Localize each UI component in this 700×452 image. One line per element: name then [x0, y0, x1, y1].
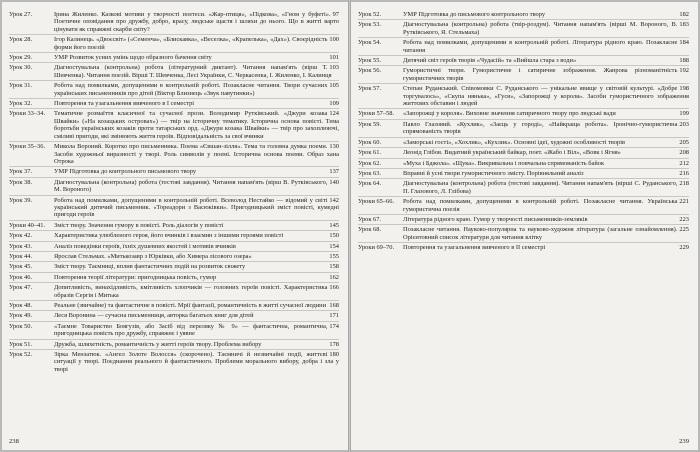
toc-row [358, 38, 689, 56]
toc-row [9, 142, 339, 167]
toc-row [358, 215, 689, 225]
toc-row [9, 10, 339, 35]
toc-row [358, 179, 689, 197]
toc-row [9, 311, 339, 321]
page-reference: 142 [329, 196, 339, 204]
lesson-topic-cell [52, 82, 339, 97]
lesson-topic: «Заморські гості», «Хохлик», «Кухлик». Основні ідеї, художні особливості творів [403, 138, 626, 146]
toc-row [9, 221, 339, 231]
toc-row [9, 340, 339, 350]
page-reference: 124 [329, 110, 339, 118]
page-reference: 182 [679, 11, 689, 18]
lesson-topic: Степан Руданський. Співомовки С. Руданського — унікальне явище у світовій культурі. «Добре торгувалось», «Скупа нянька», «Гуси», «Запорожці у короля». Засоби гумористичного зображення життєвих обставин і людей [403, 85, 689, 108]
lesson-number: Уроки 69–70. [358, 244, 395, 252]
page-reference: 103 [329, 64, 339, 72]
page-reference: 100 [329, 36, 339, 44]
toc-row [358, 197, 689, 215]
right-page [351, 2, 698, 450]
lesson-topic: Аналіз поведінки героїв, їхніх душевних якостей і мотивів вчинків [54, 242, 236, 250]
lesson-topic-cell [401, 57, 689, 64]
lesson-topic-cell [401, 244, 689, 251]
page-reference: 97 [332, 11, 339, 18]
lesson-topic: Дитячий світ героїв творів «Чудасій» та «Вийшла стара з води» [403, 57, 577, 65]
lesson-topic-cell [52, 274, 339, 281]
page-reference: 140 [329, 178, 339, 186]
toc-row [358, 138, 689, 148]
lesson-topic-cell [52, 323, 339, 338]
lesson-number: Урок 43. [9, 242, 33, 250]
lesson-number: Уроки 57–58. [358, 110, 395, 118]
lesson-number: Урок 61. [358, 149, 382, 157]
lesson-topic: Леонід Глібов. Видатний український байкар, поет. «Жабо і Віл», «Вовк і Ягня» [403, 149, 621, 157]
lesson-topic-cell [52, 168, 339, 175]
page-reference: 101 [329, 54, 339, 62]
lesson-topic-cell [401, 39, 689, 54]
lesson-number: Уроки 65–66. [358, 198, 395, 206]
lesson-topic: Література рідного краю. Гумор у творчості письменників-земляків [403, 215, 588, 223]
page-reference: 168 [329, 302, 339, 309]
page-reference: 208 [679, 149, 689, 157]
lesson-topic: Характеристика улюбленого героя, його вчинків і взаємин з іншими героями повісті [54, 232, 284, 240]
page-reference: 184 [679, 39, 689, 47]
lesson-number: Урок 44. [9, 252, 33, 260]
toc-row [9, 178, 339, 196]
lesson-topic: УМР Підготовка до контрольного письмового твору [54, 168, 197, 176]
toc-row [9, 196, 339, 221]
page-reference: 218 [679, 180, 689, 188]
page-reference: 158 [329, 263, 339, 271]
toc-row [9, 99, 339, 109]
lesson-topic-cell [52, 11, 339, 33]
page-reference: 174 [329, 322, 339, 330]
lesson-number: Урок 27. [9, 11, 33, 18]
lesson-number: Уроки 35–36. [9, 143, 46, 151]
toc-row [9, 252, 339, 262]
lesson-number: Урок 62. [358, 159, 382, 167]
toc-table-left [9, 10, 339, 374]
lesson-number: Урок 47. [9, 284, 33, 292]
lesson-topic-cell [52, 243, 339, 250]
lesson-number: Урок 67. [358, 215, 382, 223]
page-reference: 130 [329, 143, 339, 151]
lesson-topic: Гумористичні твори. Гумористичне і сатиричне зображення. Жанрова різноманітність гумористичних творів [403, 67, 678, 82]
page-reference: 221 [679, 198, 689, 206]
page-reference: 105 [329, 82, 339, 90]
lesson-number: Урок 37. [9, 168, 33, 176]
lesson-number: Урок 46. [9, 273, 33, 281]
lesson-number: Урок 64. [358, 180, 382, 188]
toc-row [9, 167, 339, 177]
lesson-topic-cell [52, 110, 339, 140]
page-reference: 145 [329, 221, 339, 229]
page-reference: 162 [329, 273, 339, 281]
lesson-number: Уроки 40–41. [9, 221, 46, 229]
lesson-topic-cell [401, 226, 689, 241]
lesson-topic-cell [52, 232, 339, 239]
lesson-number: Урок 54. [358, 39, 382, 47]
lesson-topic-cell [52, 36, 339, 51]
page-reference: 178 [329, 340, 339, 348]
lesson-number: Урок 38. [9, 178, 33, 186]
toc-row [358, 20, 689, 38]
lesson-number: Урок 39. [9, 196, 33, 204]
lesson-number: Урок 32. [9, 100, 33, 108]
lesson-topic: Робота над помилками, допущеними в контрольній роботі. Всеволод Нестайко — відомий у світі український дитячий письменник. «Тореадори з Васюківки». Пригодницький зміст повісті, кумедні пригоди героїв [54, 196, 339, 219]
lesson-topic-cell [401, 21, 689, 36]
toc-row [9, 262, 339, 272]
toc-row [9, 301, 339, 311]
lesson-topic-cell [52, 179, 339, 194]
toc-row [9, 109, 339, 142]
lesson-number: Урок 52. [9, 351, 33, 359]
lesson-topic: Леся Воронина — сучасна письменниця, авторка багатьох книг для дітей [54, 312, 254, 320]
page-reference: 150 [329, 232, 339, 240]
lesson-number: Урок 49. [9, 312, 33, 320]
lesson-number: Урок 63. [358, 169, 382, 177]
lesson-number: Урок 48. [9, 302, 33, 309]
lesson-topic-cell [401, 160, 689, 167]
toc-row [358, 120, 689, 138]
lesson-topic-cell [52, 64, 339, 79]
toc-row [358, 169, 689, 179]
lesson-topic: Повторення та узагальнення вивченого в ІІ семестрі [403, 244, 546, 252]
lesson-topic-cell [52, 341, 339, 348]
page-reference: 229 [679, 244, 689, 252]
lesson-topic: Павло Глазовий. «Кухлик», «Заєць у городі», «Найкраща робота». Іронічно-гумористична спрямованість творів [403, 120, 678, 136]
lesson-topic: Вправні й усні твори гумористичного змісту. Порівняльний аналіз [403, 169, 584, 177]
toc-row [358, 84, 689, 109]
lesson-topic-cell [52, 312, 339, 319]
lesson-number: Урок 45. [9, 263, 33, 271]
lesson-topic: Робота над помилками, допущеними в контрольній роботі. Література рідного краю. Позакласне читання [403, 39, 678, 54]
toc-row [9, 283, 339, 301]
page-reference: 216 [679, 169, 689, 177]
lesson-topic-cell [401, 85, 689, 107]
toc-row [9, 273, 339, 283]
lesson-topic-cell [401, 170, 689, 177]
page-reference: 171 [329, 312, 339, 320]
lesson-topic: Реальне (звичайне) та фантастичне в повісті. Мрії фантазії, романтичність в житті сучасної людини [54, 302, 327, 309]
lesson-topic-cell [401, 11, 689, 18]
page-reference: 109 [329, 100, 339, 108]
page-reference: 155 [329, 252, 339, 260]
lesson-topic: Діагностувальна (контрольна) робота (тестові завдання). Читання напам'ять (вірші С. Руданського, П. Глазового, Л. Глібова) [403, 180, 678, 195]
lesson-topic-cell [401, 67, 689, 82]
lesson-topic: Позакласне читання. Науково-популярна та науково-художня література (загальне ознайомлення). Орієнтовний список літератури для читання влітку [403, 226, 678, 241]
lesson-topic-cell [52, 222, 339, 229]
lesson-topic: «Таємне Товариство Боягузів, або Засіб від переляку № 9» — фантастична, романтична, пригодницька повість про дружбу, справжнє і уявне [54, 322, 328, 338]
lesson-topic: Зірка Мензатюк. «Ангел Золоте Волосся» (скорочено). Таємничі й незвичайні події, життєві ситуації у творі. Поєднання реального й фантастичного. Проблеми морального вибору, добра і зла у творі [54, 351, 339, 373]
toc-row [358, 66, 689, 84]
lesson-number: Урок 28. [9, 36, 33, 44]
lesson-number: Урок 57. [358, 85, 382, 93]
page-reference: 203 [679, 120, 689, 128]
toc-row [9, 322, 339, 340]
lesson-number: Урок 53. [358, 21, 382, 29]
lesson-topic-cell [52, 263, 339, 270]
lesson-topic: Робота над помилками, допущеними в контрольній роботі. Позакласне читання. Твори сучасних українських письменників про дітей (Віктор Близнець «Звук павутинки») [54, 82, 328, 97]
lesson-topic: «Муха і Бджола». «Щука». Викривальна і повчальна спрямованість байок [403, 159, 605, 167]
lesson-number: Урок 52. [358, 11, 382, 18]
lesson-topic-cell [401, 216, 689, 223]
toc-row [9, 81, 339, 99]
page-reference: 188 [679, 57, 689, 65]
lesson-topic: Діагностувальна (контрольна) робота (тестові завдання). Читання напам'ять (вірш В. Рутківського, М. Вороного) [54, 178, 328, 194]
lesson-topic: Діагностувальна (контрольна) робота (літературний диктант). Читання напам'ять (вірш Т. Шевченка). Читання поезій. Вірші Т. Шевченка, Лесі Українки, С. Черкасенка, І. Жиленко, І. Калинця [54, 64, 332, 79]
toc-row [358, 225, 689, 243]
lesson-number: Урок 51. [9, 340, 33, 348]
page-reference: 205 [679, 138, 689, 146]
lesson-number: Урок 60. [358, 138, 382, 146]
left-page [2, 2, 348, 450]
page-reference: 166 [329, 284, 339, 292]
toc-row [9, 350, 339, 374]
lesson-topic-cell [52, 54, 339, 61]
lesson-number: Урок 42. [9, 232, 33, 240]
page-number-right: 239 [679, 438, 689, 445]
lesson-number: Урок 50. [9, 322, 33, 330]
lesson-topic-cell [401, 180, 689, 195]
lesson-topic-cell [401, 149, 689, 156]
toc-row [358, 10, 689, 20]
lesson-topic: Діагностувальна (контрольна) робота (твір-роздум). Читання напам'ять (вірші М. Вороного, В. Рутківського, Я. Стельмаха) [403, 21, 678, 36]
toc-row [9, 63, 339, 81]
lesson-topic: Робота над помилками, допущеними в контрольній роботі. Позакласне читання. Українська гумористична поезія [403, 198, 678, 213]
lesson-number: Урок 31. [9, 82, 33, 90]
toc-row [358, 109, 689, 119]
lesson-topic: Ігор Калинець. «Двоєсвіт» («Семенча», «Блискавка», «Веселка», «Крапелька», «Дах»). Своєрідність форми його поезій [54, 36, 328, 51]
lesson-topic: Повторення теорії літератури: пригодницька повість, гумор [54, 273, 217, 281]
page-reference: 154 [329, 242, 339, 250]
toc-table-right [358, 10, 689, 253]
lesson-topic: УМР Підготовка до письмового контрольного твору [403, 11, 546, 18]
page-reference: 212 [679, 159, 689, 167]
page-reference: 137 [329, 168, 339, 176]
lesson-number: Уроки 33–34. [9, 110, 46, 118]
lesson-number: Урок 59. [358, 120, 382, 128]
lesson-number: Урок 30. [9, 64, 33, 72]
page-reference: 192 [679, 67, 689, 75]
lesson-topic-cell [401, 198, 689, 213]
lesson-number: Урок 29. [9, 54, 33, 62]
lesson-number: Урок 68. [358, 226, 382, 234]
toc-row [9, 53, 339, 63]
toc-row [9, 242, 339, 252]
page-reference: 225 [679, 226, 689, 234]
toc-row [9, 35, 339, 53]
toc-row [358, 243, 689, 252]
lesson-topic-cell [52, 351, 339, 373]
lesson-topic-cell [401, 139, 689, 146]
page-reference: 183 [679, 21, 689, 29]
lesson-topic: Дружба, шляхетність, романтичність у житті героїв твору. Проблема вибору [54, 340, 262, 348]
toc-row [358, 159, 689, 169]
lesson-topic: «Запорожці у короля». Виховне значення сатиричного твору про людські вади [403, 110, 616, 118]
toc-row [358, 148, 689, 158]
lesson-topic: Микола Вороний. Коротко про письменника. Поема «Євшан-зілля». Тема та головна думка поеми. Засоби художньої виразності у творі. Роль символів у поемі. Історична основа поеми. Образ хана Отрока [54, 143, 339, 165]
page-reference: 199 [679, 110, 689, 118]
lesson-topic-cell [52, 197, 339, 219]
toc-row [9, 231, 339, 241]
lesson-topic: УМР Розвиток усних умінь щодо образного бачення світу [54, 54, 212, 62]
page-reference: 180 [329, 351, 339, 359]
page-reference: 198 [679, 85, 689, 93]
lesson-topic-cell [52, 284, 339, 299]
page-reference: 223 [679, 215, 689, 223]
lesson-topic: Зміст твору. Значення гумору в повісті. Роль діалогів у повісті [54, 221, 224, 229]
lesson-topic-cell [401, 121, 689, 136]
page-number-left: 238 [9, 438, 19, 445]
lesson-topic: Ярослав Стельмах. «Митькозавр з Юрківки, або Химера лісового озера» [54, 252, 252, 260]
lesson-topic-cell [52, 253, 339, 260]
toc-row [358, 56, 689, 66]
lesson-topic-cell [52, 100, 339, 107]
lesson-topic: Повторення та узагальнення вивченого в І семестрі [54, 100, 195, 108]
lesson-topic: Допитливість, винахідливість, кмітливість хлопчиків — головних героїв повісті. Характеристика образів Сергія і Митька [54, 284, 328, 299]
lesson-number: Урок 55. [358, 57, 382, 65]
lesson-topic-cell [52, 143, 339, 165]
lesson-topic: Ірина Жиленко. Казкові мотиви у творчості поетеси. «Жар-птиця», «Підкова», «Гном у буфеті». Поетичне оповідання про дружбу, добро, красу, людське щастя і шляхи до нього. Що в житті варто цінувати як справжні скарби світу? [54, 11, 339, 33]
lesson-topic: Тематичне розмаїття класичної та сучасної прози. Володимир Рутківський. «Джури козака Швайки» («На козацьких островах») — твір на історичну тематику. Історична основа повісті. Тема боротьби українських козаків проти татарських орд. «Джури козака Швайки» — твір про захоплюючі, сміливі пригоди, які змінюють життя героїв. Відповідальність за свої вчинки [54, 110, 339, 140]
lesson-number: Урок 56. [358, 67, 382, 75]
lesson-topic-cell [401, 110, 689, 117]
lesson-topic: Зміст твору. Таємниці, вплив фантастичних подій на розвиток сюжету [54, 263, 246, 271]
lesson-topic-cell [52, 302, 339, 309]
